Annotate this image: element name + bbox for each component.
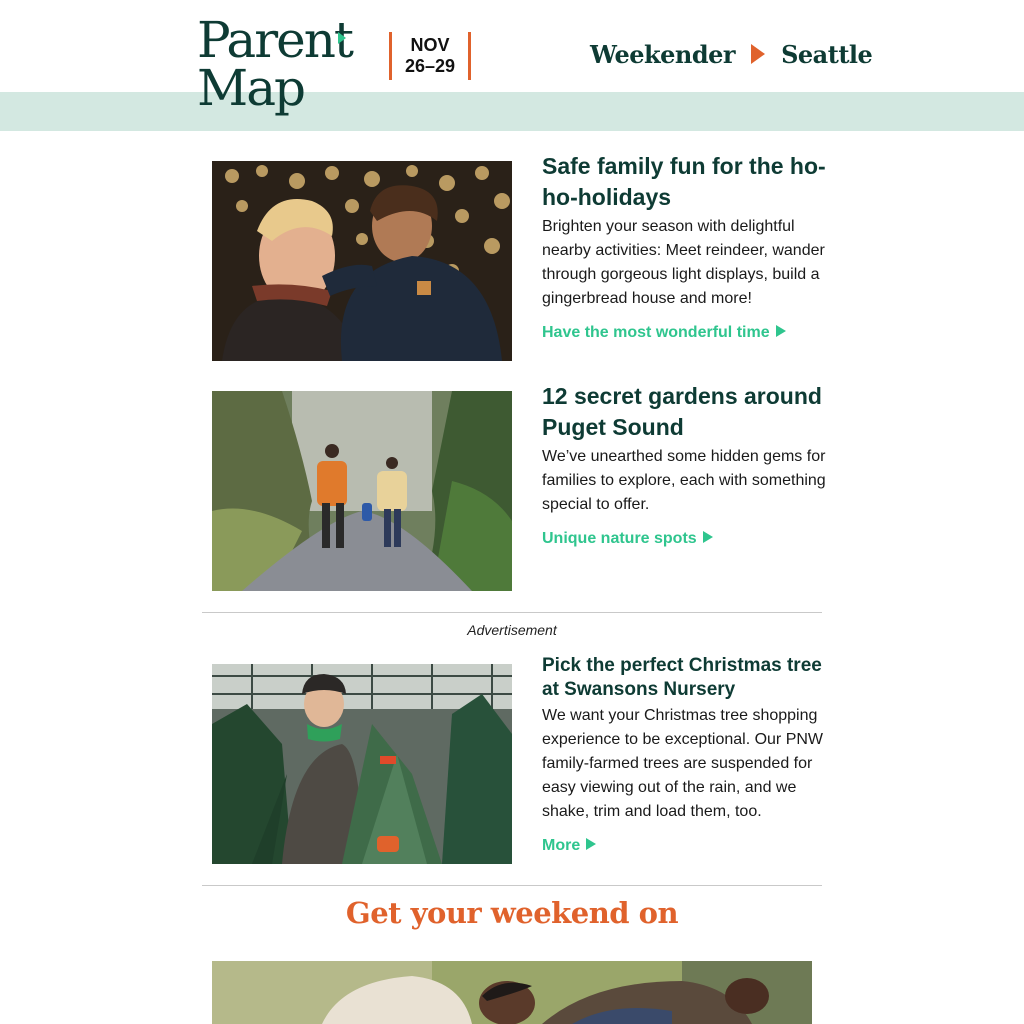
divider — [202, 612, 822, 613]
article-link-wonderful-time[interactable] — [542, 321, 786, 345]
ad-body: We want your Christmas tree shopping experience to be exceptional. Our PNW family-farmed trees are suspended for easy viewing out of the rain, and we shake, trim and load them, too. — [542, 707, 824, 820]
article-title[interactable]: 12 secret gardens around Puget Sound — [542, 383, 822, 440]
divider — [202, 885, 822, 886]
article-image-holidays[interactable] — [212, 161, 512, 361]
newsletter-city: Seattle — [781, 39, 873, 69]
article-image-gardens[interactable] — [212, 391, 512, 591]
ad-image-christmas-tree[interactable] — [212, 664, 512, 864]
date-range-badge — [389, 32, 471, 80]
ad-link-label: More — [542, 837, 581, 854]
arrow-right-icon — [703, 531, 713, 543]
date-days: 26–29 — [404, 56, 456, 76]
article-body: Brighten your season with delightful nearby activities: Meet reindeer, wander through gorgeous light displays, build a gingerbread house and more! — [542, 218, 825, 307]
ad-text — [542, 654, 827, 858]
newsletter-name: Weekender — [590, 39, 736, 69]
article-text-gardens — [542, 381, 827, 551]
logo-word-parent: Parent — [197, 11, 352, 69]
section-heading-weekend: Get your weekend on — [345, 896, 679, 930]
logo-word-map: Map — [197, 59, 305, 117]
parentmap-logo[interactable] — [197, 11, 357, 122]
article-link-label: Unique nature spots — [542, 530, 697, 547]
advertisement-label: Advertisement — [467, 622, 557, 638]
weekend-feature-image[interactable] — [212, 961, 812, 1024]
article-link-label: Have the most wonderful time — [542, 324, 770, 341]
article-title[interactable]: Safe family fun for the ho-ho-holidays — [542, 153, 826, 210]
article-link-nature-spots[interactable] — [542, 527, 713, 551]
play-triangle-icon — [751, 44, 765, 64]
article-text-holidays — [542, 151, 827, 345]
newsletter-title — [590, 38, 872, 70]
arrow-right-icon — [586, 838, 596, 850]
date-month: NOV — [410, 35, 450, 55]
arrow-right-icon — [776, 325, 786, 337]
ad-link-more[interactable] — [542, 834, 596, 858]
article-body: We’ve unearthed some hidden gems for families to explore, each with something special to offer. — [542, 448, 826, 513]
header-band — [0, 92, 1024, 131]
logo-triangle-icon — [338, 32, 346, 44]
email-header — [0, 0, 1024, 131]
ad-title[interactable]: Pick the perfect Christmas tree at Swansons Nursery — [542, 655, 822, 700]
